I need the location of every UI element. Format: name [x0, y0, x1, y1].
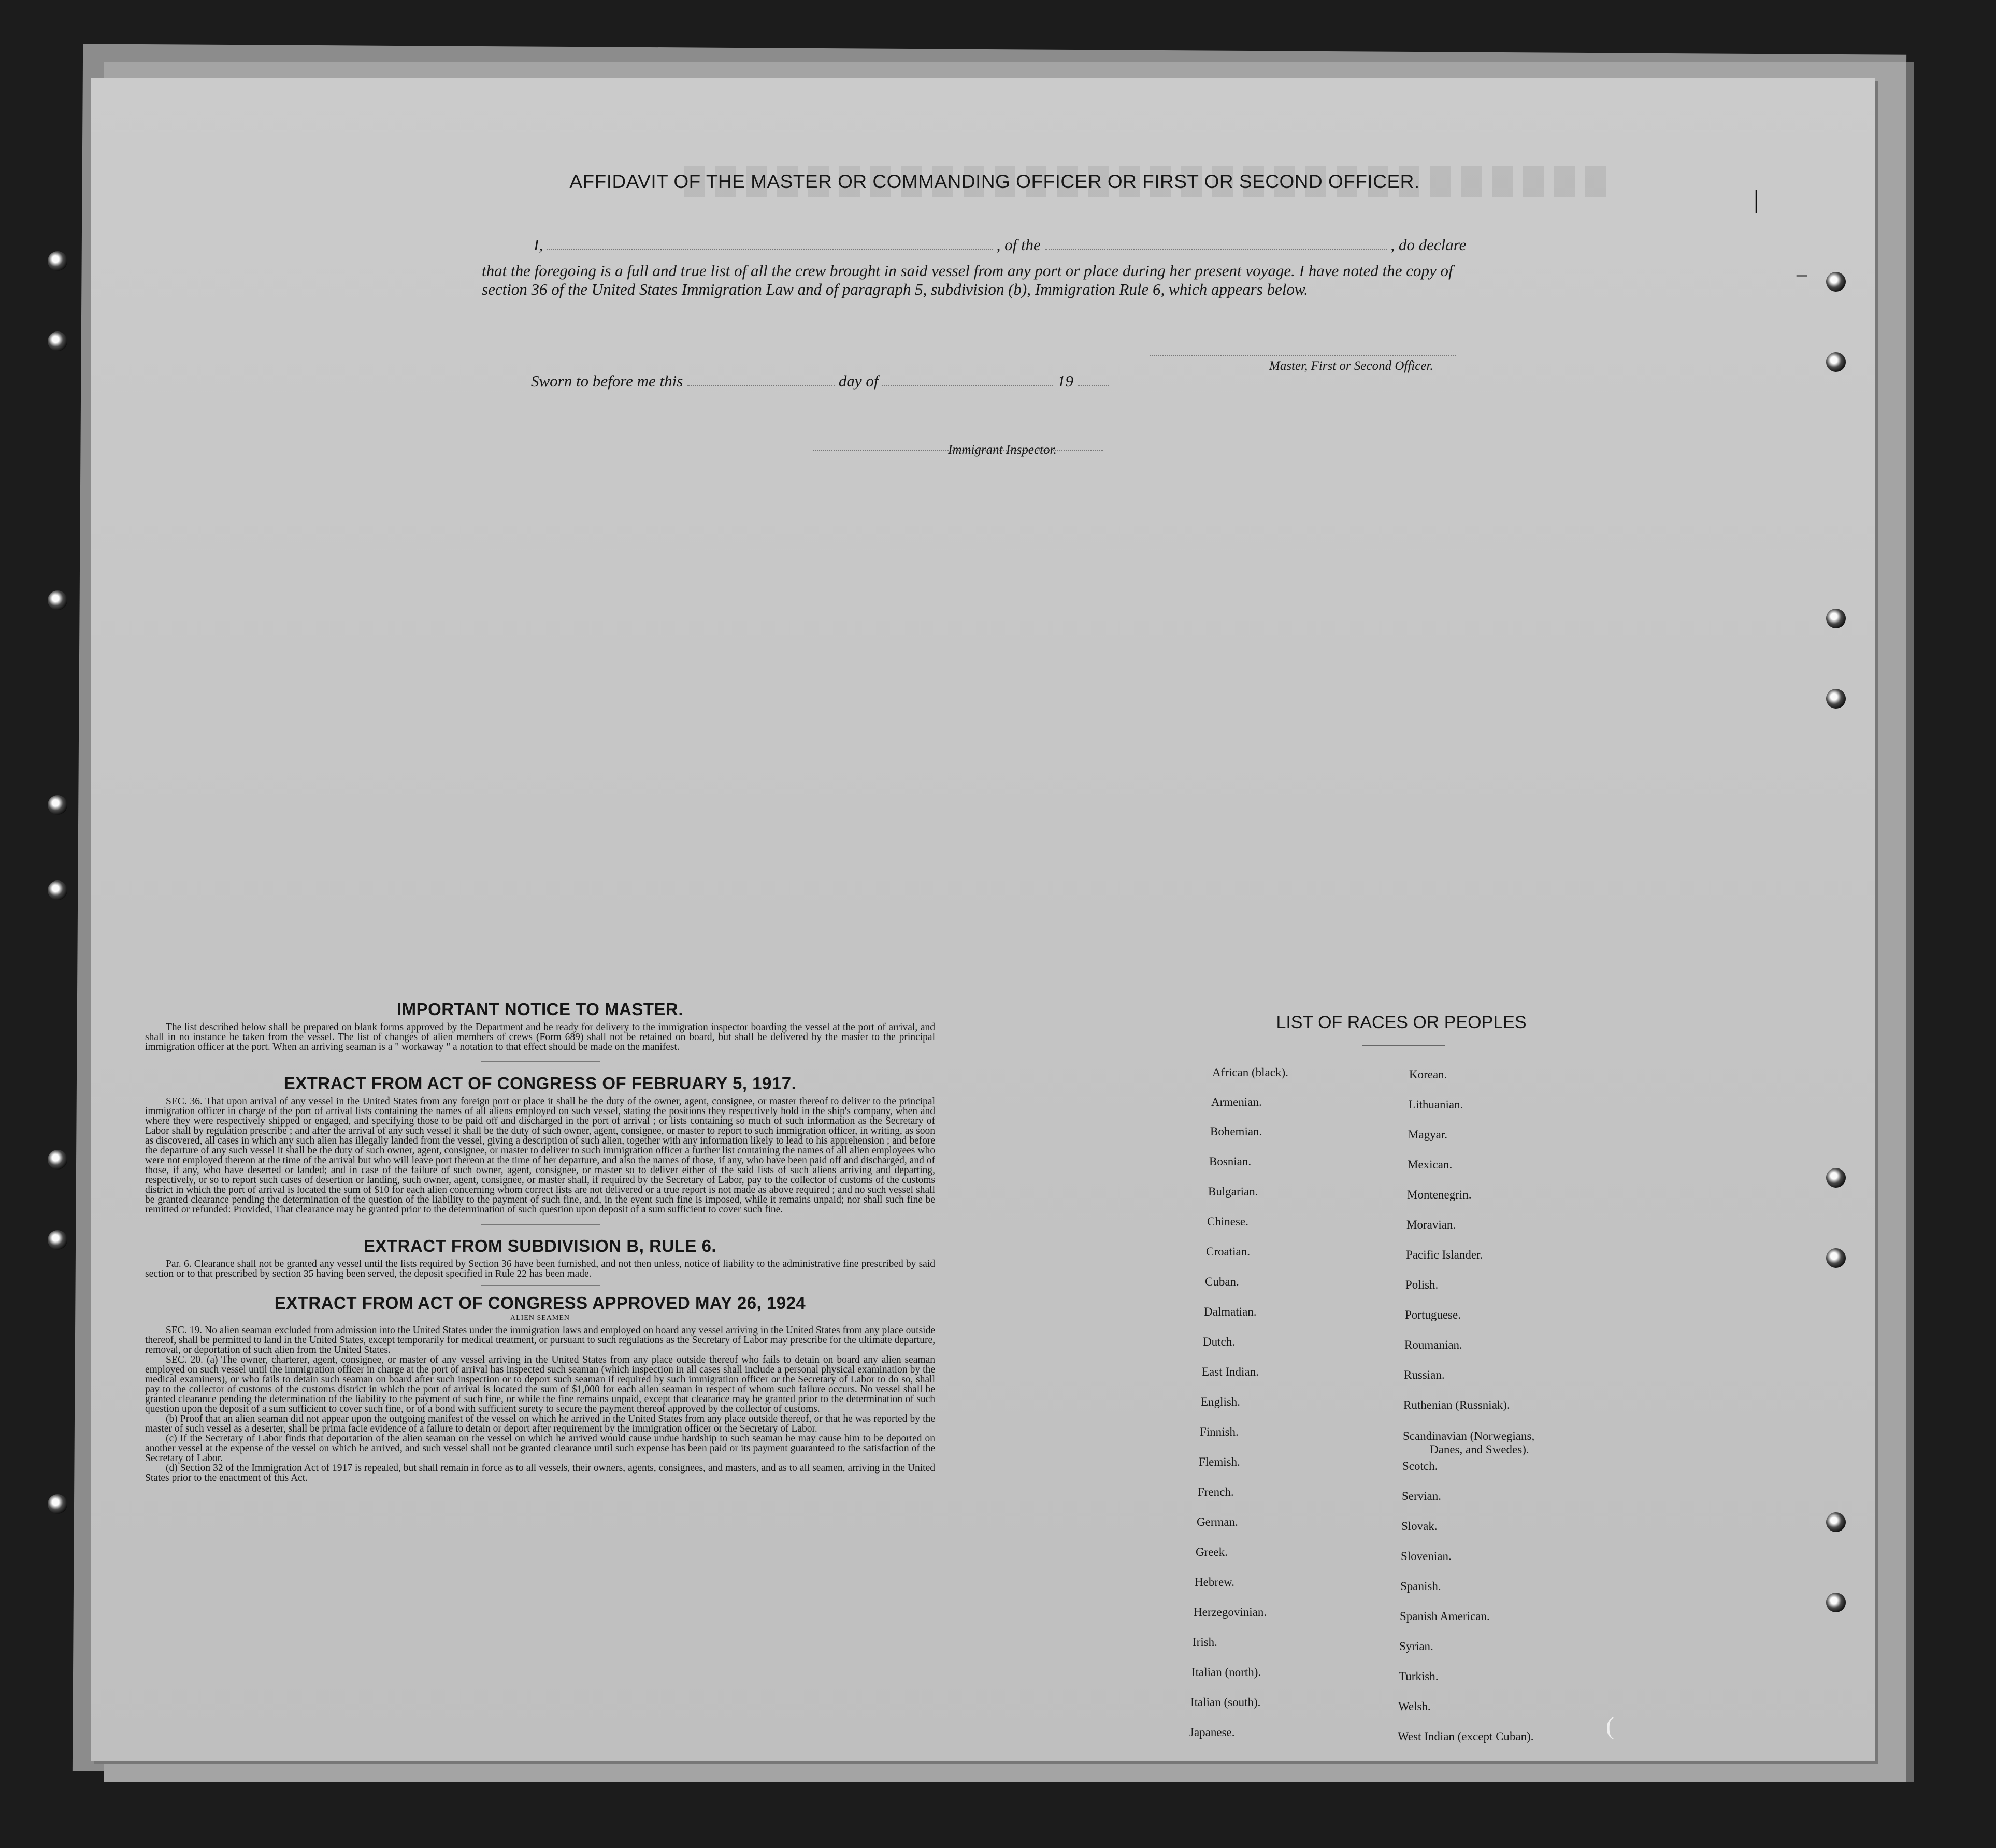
binder-hole	[48, 331, 67, 351]
race-item: Herzegovinian.	[1194, 1606, 1267, 1619]
race-item: Irish.	[1193, 1636, 1217, 1649]
race-item: Japanese.	[1189, 1726, 1235, 1739]
binder-hole	[1826, 609, 1846, 628]
binder-hole	[48, 1230, 67, 1250]
day-label: day of	[838, 372, 879, 390]
affidavit-title: AFFIDAVIT OF THE MASTER OR COMMANDING OFFICER OR FIRST OR SECOND OFFICER.	[569, 171, 1420, 192]
race-item: Bulgarian.	[1208, 1185, 1258, 1198]
divider	[481, 1061, 600, 1062]
race-item: Roumanian.	[1404, 1338, 1462, 1351]
sec20c-paragraph: (c) If the Secretary of Labor finds that deportation of the alien seaman on the vessel on which he arrived would cause undue hardship to such seaman he may cause him to be deported on another vessel at the expense of the vessel on which he arrived, and such vessel shall not be granted clearance until such expense has been paid or its payment guaranteed to the satisfaction of the Secretary of Labor.	[145, 1433, 935, 1464]
race-item: Bohemian.	[1210, 1125, 1262, 1138]
manifest-page	[91, 78, 1875, 1761]
binder-hole	[1826, 1593, 1846, 1612]
year-blank[interactable]	[1078, 381, 1109, 386]
race-item: Slovak.	[1401, 1520, 1438, 1533]
extract-1924-text	[145, 1325, 935, 1483]
binder-hole	[48, 1494, 67, 1514]
master-signature-line[interactable]	[1150, 355, 1456, 356]
race-item: Lithuanian.	[1409, 1098, 1463, 1111]
binder-hole	[48, 880, 67, 900]
name-blank[interactable]	[547, 245, 993, 250]
rule6-text	[145, 1259, 935, 1279]
race-item: Welsh.	[1398, 1700, 1431, 1713]
race-item: Croatian.	[1206, 1245, 1250, 1258]
race-item: Dalmatian.	[1204, 1305, 1257, 1318]
notice-paragraph: The list described below shall be prepared on blank forms approved by the Department and be ready for delivery to the immigration inspector boarding the vessel at the port of arrival, and shall in no instance be taken from the vessel. The list of changes of alien members of crews (Form 689) shall not be retained on board, but shall be delivered by the master to the principal immigration officer at the port. When an arriving seaman is a " workaway " a notation to that effect should be made on the manifest.	[145, 1022, 935, 1052]
race-item: French.	[1198, 1485, 1234, 1498]
race-item: Servian.	[1402, 1490, 1442, 1503]
race-item: Portuguese.	[1405, 1308, 1461, 1321]
race-item: Spanish American.	[1400, 1610, 1490, 1623]
affidavit-body: that the foregoing is a full and true list of all the crew brought in said vessel from any port or place during her present voyage. I have noted the copy of section 36 of the United States Immigration Law and of paragraph 5, subdivision (b), Immigration Rule 6, which appears below.	[482, 262, 1453, 298]
race-item: East Indian.	[1202, 1365, 1259, 1378]
divider	[481, 1285, 600, 1286]
divider	[481, 1224, 600, 1225]
race-item: Scotch.	[1402, 1460, 1438, 1472]
declare-label: , do declare	[1390, 236, 1467, 254]
sec20d-paragraph: (d) Section 32 of the Immigration Act of 1917 is repealed, but shall remain in force as to all vessels, their owners, agents, consignees, and masters, and as to all seamen, arriving in the United States prior to the enactment of this Act.	[145, 1463, 935, 1483]
races-divider	[1362, 1045, 1445, 1046]
binder-hole	[1826, 1248, 1846, 1268]
sec19-paragraph: SEC. 19. No alien seaman excluded from admission into the United States under the immigration laws and employed on board any vessel arriving in the United States from any place outside thereof, shall be permitted to land in the United States, except temporarily for medical treatment, or pursuant to such regulations as the Secretary of Labor may prescribe for the ultimate departure, removal, or deportation of such alien from the United States.	[145, 1325, 935, 1355]
race-item: Bosnian.	[1209, 1155, 1252, 1168]
sworn-label: Sworn to before me this	[531, 372, 683, 390]
race-item: Italian (south).	[1190, 1696, 1261, 1709]
race-item: Finnish.	[1200, 1425, 1239, 1438]
race-item: Ruthenian (Russniak).	[1403, 1398, 1510, 1411]
inspector-caption: Immigrant Inspector.	[948, 443, 1057, 457]
sec36-paragraph: SEC. 36. That upon arrival of any vessel in the United States from any foreign port or place it shall be the duty of the owner, agent, consignee, or master thereof to deliver to the principal immigration officer in charge of the port of arrival lists containing the names of all aliens employed on such vessel, stating the positions they respectively hold in the ship's company, when and where they were respectively shipped or engaged, and specifying those to be paid off and discharged in the port of arrival ; or lists containing so much of such information as the Secretary of Labor shall by regulation prescribe ; and after the arrival of any such vessel it shall be the duty of such owner, agent, consignee, or master to report to such immigration officer, in writing, as soon as discovered, all cases in which any such alien has illegally landed from the vessel, giving a description of such alien, together with any information likely to lead to his apprehension ; and before the departure of any such vessel it shall be the duty of such owner, agent, consignee, or master to deliver to such immigration officer a further list containing the names of all alien employees who were not employed thereon at the time of the arrival but who will leave port thereon at the time of her departure, and also the names of those, if any, who have been paid off and discharged, and of those, if any, who have deserted or landed; and in case of the failure of such owner, agent, consignee, or master so to deliver either of the said lists of such aliens arriving and departing, respectively, or so to report such cases of desertion or landing, such owner, agent, consignee, or master shall, if required by the Secretary of Labor, pay to the collector of customs of the customs district in which the port of arrival is located the sum of $10 for each alien concerning whom correct lists are not delivered or a true report is not made as above required ; and no such vessel shall be granted clearance pending the determination of the question of the liability to the payment of such fine, and, in the event such fine is imposed, while it remains unpaid; nor shall such fine be remitted or refunded: Provided, That clearance may be granted prior to the determination of such question upon deposit of a sum sufficient to cover such fine.	[145, 1096, 935, 1215]
race-item: Armenian.	[1211, 1095, 1262, 1108]
binder-hole	[48, 251, 67, 271]
race-item: Hebrew.	[1195, 1576, 1235, 1589]
race-item: Dutch.	[1203, 1335, 1235, 1348]
race-item: Scandinavian (Norwegians,	[1403, 1430, 1535, 1442]
notice-text	[145, 1022, 935, 1052]
race-item: African (black).	[1212, 1066, 1288, 1079]
sec20a-paragraph: SEC. 20. (a) The owner, charterer, agent, consignee, or master of any vessel arriving in the United States from any place outside thereof who fails to detain on board any alien seaman employed on such vessel until the immigration officer in charge at the port of arrival has inspected such seaman (which inspection in all cases shall include a personal physical examination by the medical examiners), or who fails to detain such seaman on board after such inspection or to deport such seaman if required by such immigration officer or the Secretary of Labor to do so, shall pay to the collector of customs of the customs district in which the port of arrival is located the sum of $1,000 for each alien seaman in respect of whom such failure occurs. No vessel shall be granted clearance pending the determination of the liability to the payment of such fine, or while the fine remains unpaid, except that clearance may be granted prior to the determination of such question upon the deposit of a sum sufficient to cover such fine, or of a bond with sufficient surety to secure the payment thereof approved by the collector of customs.	[145, 1354, 935, 1414]
extract-1917-title: EXTRACT FROM ACT OF CONGRESS OF FEBRUARY 5, 1917.	[283, 1074, 797, 1093]
race-item: Slovenian.	[1401, 1550, 1452, 1563]
race-item: Spanish.	[1400, 1580, 1441, 1593]
races-title: LIST OF RACES OR PEOPLES	[1276, 1013, 1527, 1032]
binder-hole	[1826, 1512, 1846, 1532]
pencil-mark: –	[1797, 262, 1807, 285]
race-item: Greek.	[1196, 1546, 1228, 1558]
i-label: I,	[534, 236, 543, 254]
race-item: Danes, and Swedes).	[1430, 1443, 1529, 1456]
race-item: Russian.	[1404, 1368, 1445, 1381]
race-item: Italian (north).	[1191, 1666, 1261, 1679]
binder-hole	[48, 795, 67, 815]
extract-1917-text	[145, 1096, 935, 1215]
declaration-line	[534, 236, 1466, 254]
race-item: Moravian.	[1406, 1218, 1456, 1231]
year-label: 19	[1057, 372, 1073, 390]
race-item: Turkish.	[1399, 1670, 1439, 1683]
master-caption: Master, First or Second Officer.	[1269, 359, 1433, 373]
vessel-blank[interactable]	[1045, 245, 1387, 250]
pencil-mark: |	[1754, 184, 1759, 213]
race-item: German.	[1197, 1515, 1238, 1528]
binder-hole	[48, 1150, 67, 1170]
binder-hole	[1826, 352, 1846, 372]
day-blank[interactable]	[687, 381, 835, 386]
race-item: English.	[1201, 1395, 1241, 1408]
binder-hole	[48, 590, 67, 610]
race-item: Magyar.	[1408, 1128, 1448, 1141]
rule6-title: EXTRACT FROM SUBDIVISION B, RULE 6.	[363, 1236, 717, 1255]
race-item: Flemish.	[1199, 1455, 1240, 1468]
race-item: Mexican.	[1408, 1158, 1453, 1171]
notice-column	[145, 1000, 935, 1483]
sec20b-paragraph: (b) Proof that an alien seaman did not appear upon the outgoing manifest of the vessel on which he arrived in the United States from any place outside thereof, or that he was reported by the master of such vessel as a deserter, shall be prima facie evidence of a failure to detain or deport after requirement by the immigration officer or the Secretary of Labor.	[145, 1413, 935, 1434]
binder-hole	[1826, 689, 1846, 709]
pencil-mark: (	[1606, 1712, 1614, 1740]
race-item: Polish.	[1405, 1278, 1439, 1291]
par6-paragraph: Par. 6. Clearance shall not be granted any vessel until the lists required by Section 36 have been furnished, and not then unless, notice of liability to the administrative fine prescribed by said section or to that prescribed by section 35 having been served, the deposit specified in Rule 22 has been made.	[145, 1259, 935, 1279]
race-item: Korean.	[1409, 1068, 1447, 1081]
notice-title: IMPORTANT NOTICE TO MASTER.	[396, 1000, 684, 1019]
of-the-label: , of the	[996, 236, 1041, 254]
race-item: Montenegrin.	[1407, 1188, 1472, 1201]
month-blank[interactable]	[882, 381, 1053, 386]
binder-hole	[1826, 1168, 1846, 1188]
race-item: Chinese.	[1207, 1215, 1248, 1228]
race-item: Pacific Islander.	[1406, 1248, 1483, 1261]
race-item: Cuban.	[1205, 1275, 1239, 1288]
binder-hole	[1826, 272, 1846, 292]
extract-1924-title: EXTRACT FROM ACT OF CONGRESS APPROVED MAY 26, 1924	[274, 1293, 806, 1312]
race-item: Syrian.	[1399, 1640, 1433, 1653]
race-item: West Indian (except Cuban).	[1398, 1730, 1534, 1743]
sworn-line	[531, 372, 1109, 391]
extract-1924-subtitle: ALIEN SEAMEN	[510, 1314, 570, 1322]
